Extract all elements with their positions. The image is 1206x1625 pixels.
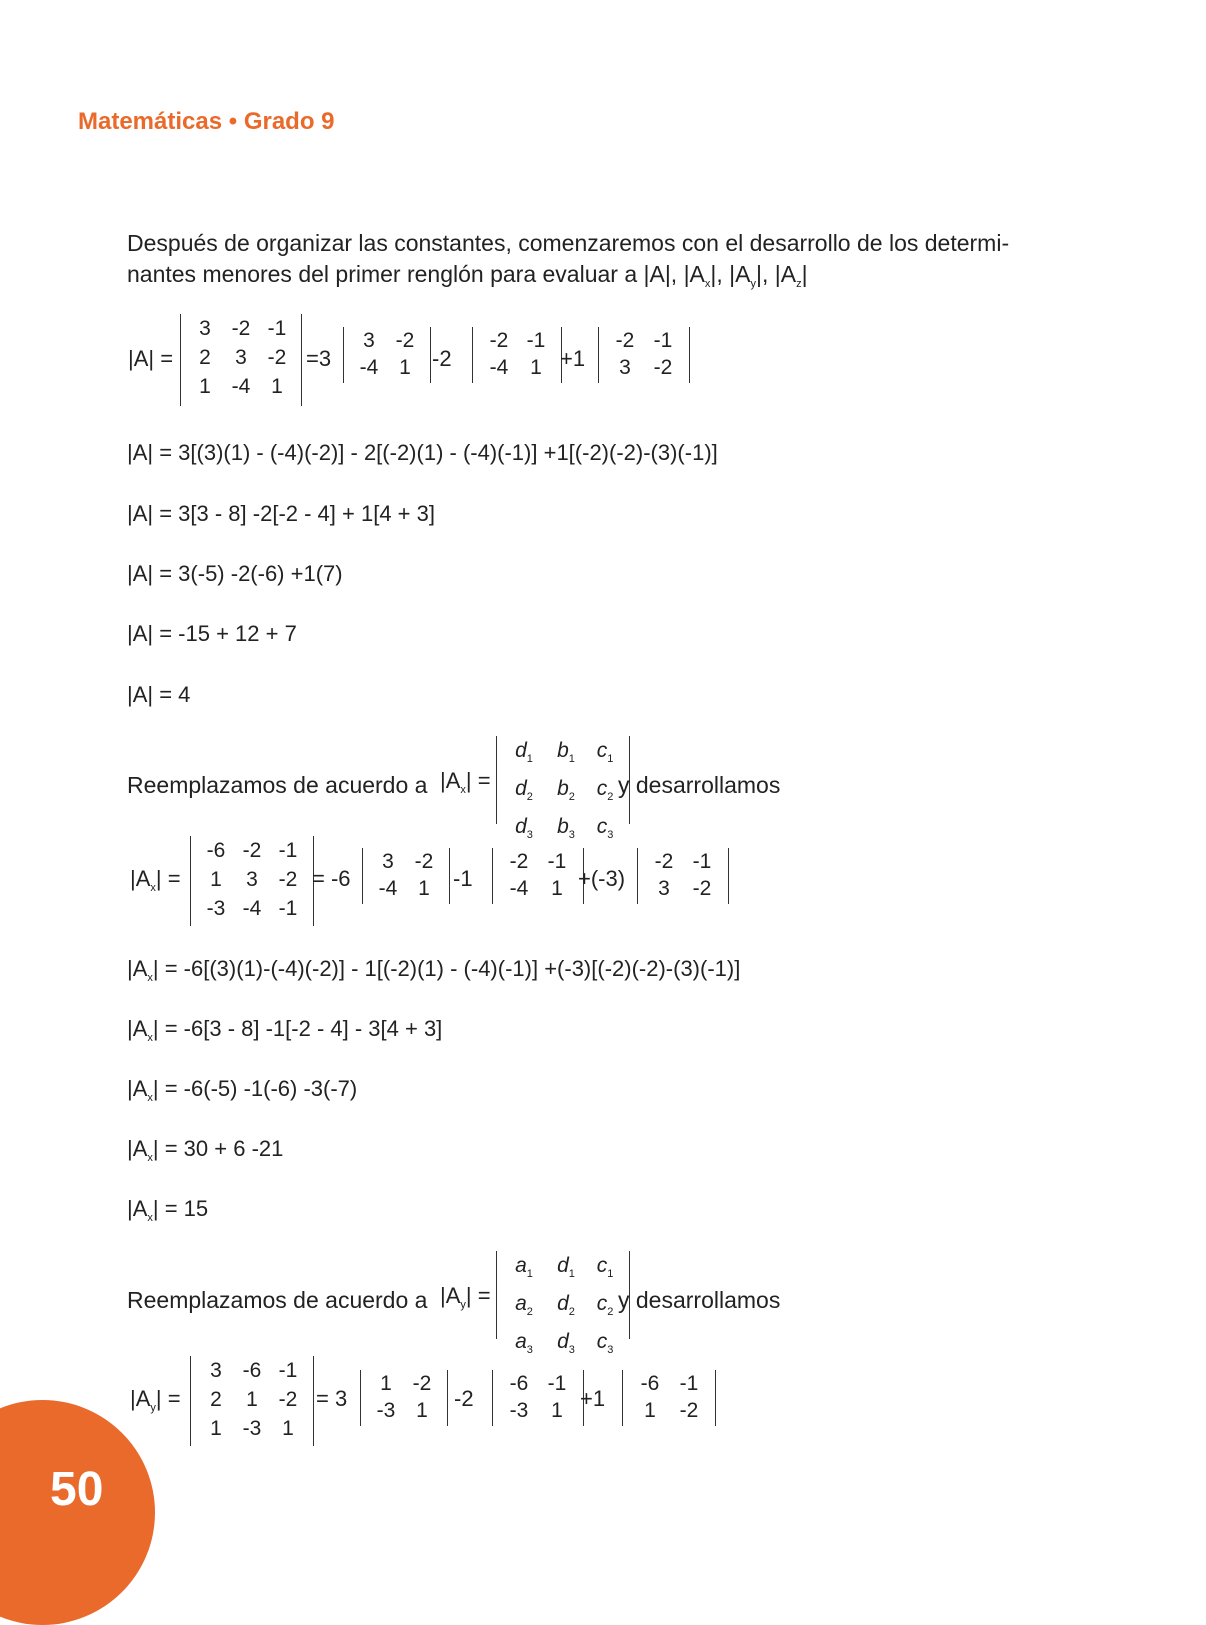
matrix-a-cell: 3	[235, 346, 247, 369]
minor-x-2-cell: -1	[547, 850, 567, 873]
det-a-label: |A| =	[128, 346, 174, 371]
matrix-ax-cell: -3	[206, 897, 226, 920]
minor-y-2-cell: 1	[551, 1399, 563, 1422]
minor-x-2	[492, 848, 584, 904]
minor-y-2-cell: -3	[509, 1399, 529, 1422]
coef-y-2: -2	[454, 1386, 474, 1411]
matrix-ax-cell: 3	[246, 868, 258, 891]
minor-x-1	[362, 848, 450, 904]
minor-y-1-cell: -3	[376, 1399, 396, 1422]
minor-x-1-cell: 3	[382, 850, 394, 873]
minor-y-1-cell: 1	[416, 1399, 428, 1422]
minor-1-cell: -2	[395, 329, 415, 352]
minor-x-1-cell: 1	[418, 877, 430, 900]
matrix-a-cell: -4	[231, 375, 251, 398]
minor-y-1-cell: 1	[380, 1372, 392, 1395]
minor-3-cell: -2	[653, 356, 673, 379]
minor-x-2-cell: -4	[509, 877, 529, 900]
coef-x-2: -1	[453, 866, 473, 891]
matrix-ay-cell: 1	[246, 1388, 258, 1411]
symbolic-y-cell: $a_3$	[515, 1330, 533, 1356]
minor-x-2-cell: 1	[551, 877, 563, 900]
minor-x-3-cell: 3	[658, 877, 670, 900]
minor-x-3-cell: -1	[692, 850, 712, 873]
minor-x-1-cell: -4	[378, 877, 398, 900]
matrix-a-cell: 1	[199, 375, 211, 398]
matrix-ax-cell: -2	[242, 839, 262, 862]
symbolic-y-cell: $a_1$	[515, 1254, 533, 1280]
symbolic-matrix-x	[496, 736, 630, 841]
symbolic-y-cell: $c_2$	[596, 1292, 614, 1318]
intro-line-1: Después de organizar las constantes, comenzaremos con el desarrollo de los determi-	[127, 230, 1010, 256]
symbolic-x-cell: $b_3$	[557, 815, 575, 841]
matrix-a-cell: 1	[271, 375, 283, 398]
matrix-ay	[190, 1356, 314, 1446]
header-bullet: •	[228, 108, 238, 135]
symbolic-y-cell: $d_3$	[557, 1330, 575, 1356]
matrix-ay-cell: 1	[210, 1417, 222, 1440]
minor-y-3-cell: 1	[644, 1399, 656, 1422]
minor-y-2-cell: -6	[509, 1372, 529, 1395]
minor-y-2	[492, 1370, 584, 1426]
minor-y-1-cell: -2	[412, 1372, 432, 1395]
symbolic-x-cell: $c_1$	[596, 739, 614, 765]
symbolic-y-cell: $a_2$	[515, 1292, 533, 1318]
symbolic-x-cell: $d_3$	[515, 815, 533, 841]
minor-1-cell: 1	[399, 356, 411, 379]
matrix-ay-cell: -1	[278, 1359, 298, 1382]
step-ax-5: $|A_x| = 15$	[127, 1196, 209, 1224]
minor-3-cell: -1	[653, 329, 673, 352]
minor-2	[472, 327, 562, 383]
symbolic-y-cell: $d_2$	[557, 1292, 575, 1318]
step-a-4: |A| = -15 + 12 + 7	[127, 621, 297, 646]
symbolic-x-cell: $d_1$	[515, 739, 533, 765]
step-ax-3: $|A_x| = -6(-5)$ -1(-6) -3(-7)	[127, 1076, 358, 1104]
minor-2-cell: -4	[489, 356, 509, 379]
coef-y-3: +1	[580, 1386, 606, 1411]
coef-3: +1	[560, 346, 586, 371]
matrix-a-cell: -2	[231, 317, 251, 340]
matrix-ay-cell: -3	[242, 1417, 262, 1440]
minor-y-3	[622, 1370, 716, 1426]
minor-x-3	[637, 848, 729, 904]
symbolic-y-cell: $c_1$	[596, 1254, 614, 1280]
minor-1-cell: -4	[359, 356, 379, 379]
step-ax-1: $|A_x| = -6[(3)(1)-(-4)(-2)] - 1[(-2)(1) - (-4)(-1)] +(-3)[(-2)(-2)-(3)(-1)]$	[127, 956, 741, 984]
matrix-ax-cell: -4	[242, 897, 262, 920]
matrix-ay-cell: -6	[242, 1359, 262, 1382]
coef-1: =3	[306, 346, 332, 371]
minor-2-cell: 1	[530, 356, 542, 379]
matrix-a-cell: 2	[199, 346, 211, 369]
matrix-a-cell: 3	[199, 317, 211, 340]
subject: Matemáticas	[78, 108, 223, 135]
minor-y-3-cell: -2	[679, 1399, 699, 1422]
matrix-ay-cell: -2	[278, 1388, 298, 1411]
step-a-5: |A| = 4	[127, 682, 191, 707]
minor-1-cell: 3	[363, 329, 375, 352]
minor-2-cell: -1	[526, 329, 546, 352]
minor-y-3-cell: -1	[679, 1372, 699, 1395]
coef-2: -2	[432, 346, 452, 371]
minor-y-2-cell: -1	[547, 1372, 567, 1395]
minor-3	[598, 327, 690, 383]
minor-1	[343, 327, 431, 383]
matrix-ax-cell: 1	[210, 868, 222, 891]
minor-x-3-cell: -2	[692, 877, 712, 900]
step-a-1: |A| = 3[(3)(1) - (-4)(-2)] - 2[(-2)(1) - (-4)(-1)] +1[(-2)(-2)-(3)(-1)]	[127, 440, 718, 465]
matrix-ax	[190, 836, 314, 926]
coef-x-1: = -6	[312, 866, 351, 891]
step-a-2: |A| = 3[3 - 8] -2[-2 - 4] + 1[4 + 3]	[127, 501, 435, 526]
symbolic-y-cell: $c_3$	[596, 1330, 614, 1356]
matrix-ay-cell: 2	[210, 1388, 222, 1411]
minor-x-1-cell: -2	[414, 850, 434, 873]
page-header	[78, 108, 335, 136]
minor-x-3-cell: -2	[654, 850, 674, 873]
matrix-ay-cell: 1	[282, 1417, 294, 1440]
symbolic-x-cell: $b_2$	[557, 777, 575, 803]
page-number: 50	[50, 1463, 104, 1516]
coef-x-3: +(-3)	[578, 866, 626, 891]
symbolic-x-cell: $d_2$	[515, 777, 533, 803]
symbolic-matrix-y	[496, 1251, 630, 1356]
matrix-ax-cell: -2	[278, 868, 298, 891]
step-a-3: |A| = 3(-5) -2(-6) +1(7)	[127, 561, 343, 586]
step-ax-4: $|A_x| = 30 + 6$ -21	[127, 1136, 284, 1164]
minor-3-cell: -2	[615, 329, 635, 352]
step-ax-2: $|A_x| = -6[3 - 8]$ -1[-2 - 4] - 3[4 + 3]	[127, 1016, 443, 1044]
symbolic-x-cell: $c_3$	[596, 815, 614, 841]
matrix-ax-cell: -1	[278, 839, 298, 862]
matrix-a-cell: -1	[267, 317, 287, 340]
matrix-a	[180, 314, 302, 406]
symbolic-x-cell: $b_1$	[557, 739, 575, 765]
matrix-ay-cell: 3	[210, 1359, 222, 1382]
intro-line-2: nantes menores del primer renglón para evaluar a |A|, $|A_x|$, $|A_y|$, $|A_z|$	[127, 261, 808, 290]
minor-2-cell: -2	[489, 329, 509, 352]
symbolic-x-cell: $c_2$	[596, 777, 614, 803]
minor-y-1	[360, 1370, 448, 1426]
symbolic-y-cell: $d_1$	[557, 1254, 575, 1280]
minor-x-2-cell: -2	[509, 850, 529, 873]
matrix-ax-cell: -1	[278, 897, 298, 920]
intro-paragraph	[127, 228, 1087, 300]
coef-y-1: = 3	[316, 1386, 348, 1411]
matrix-ax-cell: -6	[206, 839, 226, 862]
grade: Grado 9	[243, 108, 335, 135]
minor-3-cell: 3	[619, 356, 631, 379]
minor-y-3-cell: -6	[640, 1372, 660, 1395]
matrix-a-cell: -2	[267, 346, 287, 369]
